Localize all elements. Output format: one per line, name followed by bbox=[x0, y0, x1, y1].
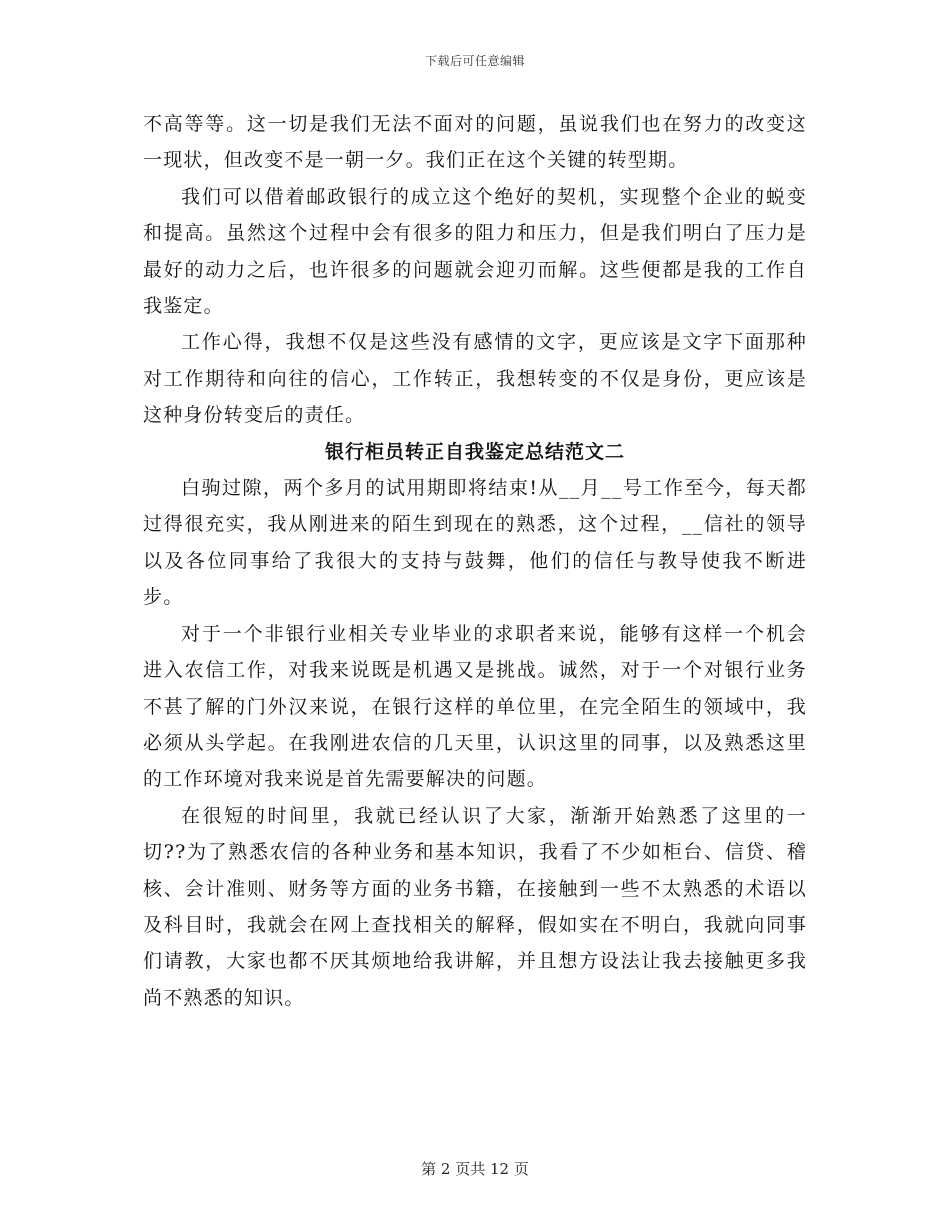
paragraph-1: 不高等等。这一切是我们无法不面对的问题，虽说我们也在努力的改变这一现状，但改变不是一朝一夕。我们正在这个关键的转型期。 bbox=[143, 113, 807, 172]
page-footer: 第 2 页共 12 页 bbox=[421, 1160, 529, 1178]
paragraph-2: 我们可以借着邮政银行的成立这个绝好的契机，实现整个企业的蜕变和提高。虽然这个过程中会有很多的阻力和压力，但是我们明白了压力是最好的动力之后，也许很多的问题就会迎刃而解。这些便都是我的工作自我鉴定。 bbox=[143, 185, 807, 318]
section-paragraph-2: 对于一个非银行业相关专业毕业的求职者来说，能够有这样一个机会进入农信工作，对我来说既是机遇又是挑战。诚然，对于一个对银行业务不甚了解的门外汉来说，在银行这样的单位里，在完全陌生的领域中，我必须从头学起。在我刚进农信的几天里，认识这里的同事，以及熟悉这里的工作环境对我来说是首先需要解决的问题。 bbox=[143, 622, 807, 791]
document-body bbox=[143, 106, 807, 1016]
page-header: 下载后可任意编辑 bbox=[424, 54, 525, 68]
paragraph-3: 工作心得，我想不仅是这些没有感情的文字，更应该是文字下面那种对工作期待和向往的信心，工作转正，我想转变的不仅是身份，更应该是这种身份转变后的责任。 bbox=[143, 331, 807, 427]
section-paragraph-3: 在很短的时间里，我就已经认识了大家，渐渐开始熟悉了这里的一切??为了熟悉农信的各种业务和基本知识，我看了不少如柜台、信贷、稽核、会计准则、财务等方面的业务书籍，在接触到一些不太熟悉的术语以及科目时，我就会在网上查找相关的解释，假如实在不明白，我就向同事们请教，大家也都不厌其烦地给我讲解，并且想方设法让我去接触更多我尚不熟悉的知识。 bbox=[143, 804, 807, 1009]
section-title: 银行柜员转正自我鉴定总结范文二 bbox=[324, 440, 625, 463]
section-paragraph-1: 白驹过隙，两个多月的试用期即将结束!从__月__号工作至今，每天都过得很充实，我从刚进来的陌生到现在的熟悉，这个过程，__信社的领导以及各位同事给了我很大的支持与鼓舞，他们的信任与教导使我不断进步。 bbox=[143, 477, 807, 609]
